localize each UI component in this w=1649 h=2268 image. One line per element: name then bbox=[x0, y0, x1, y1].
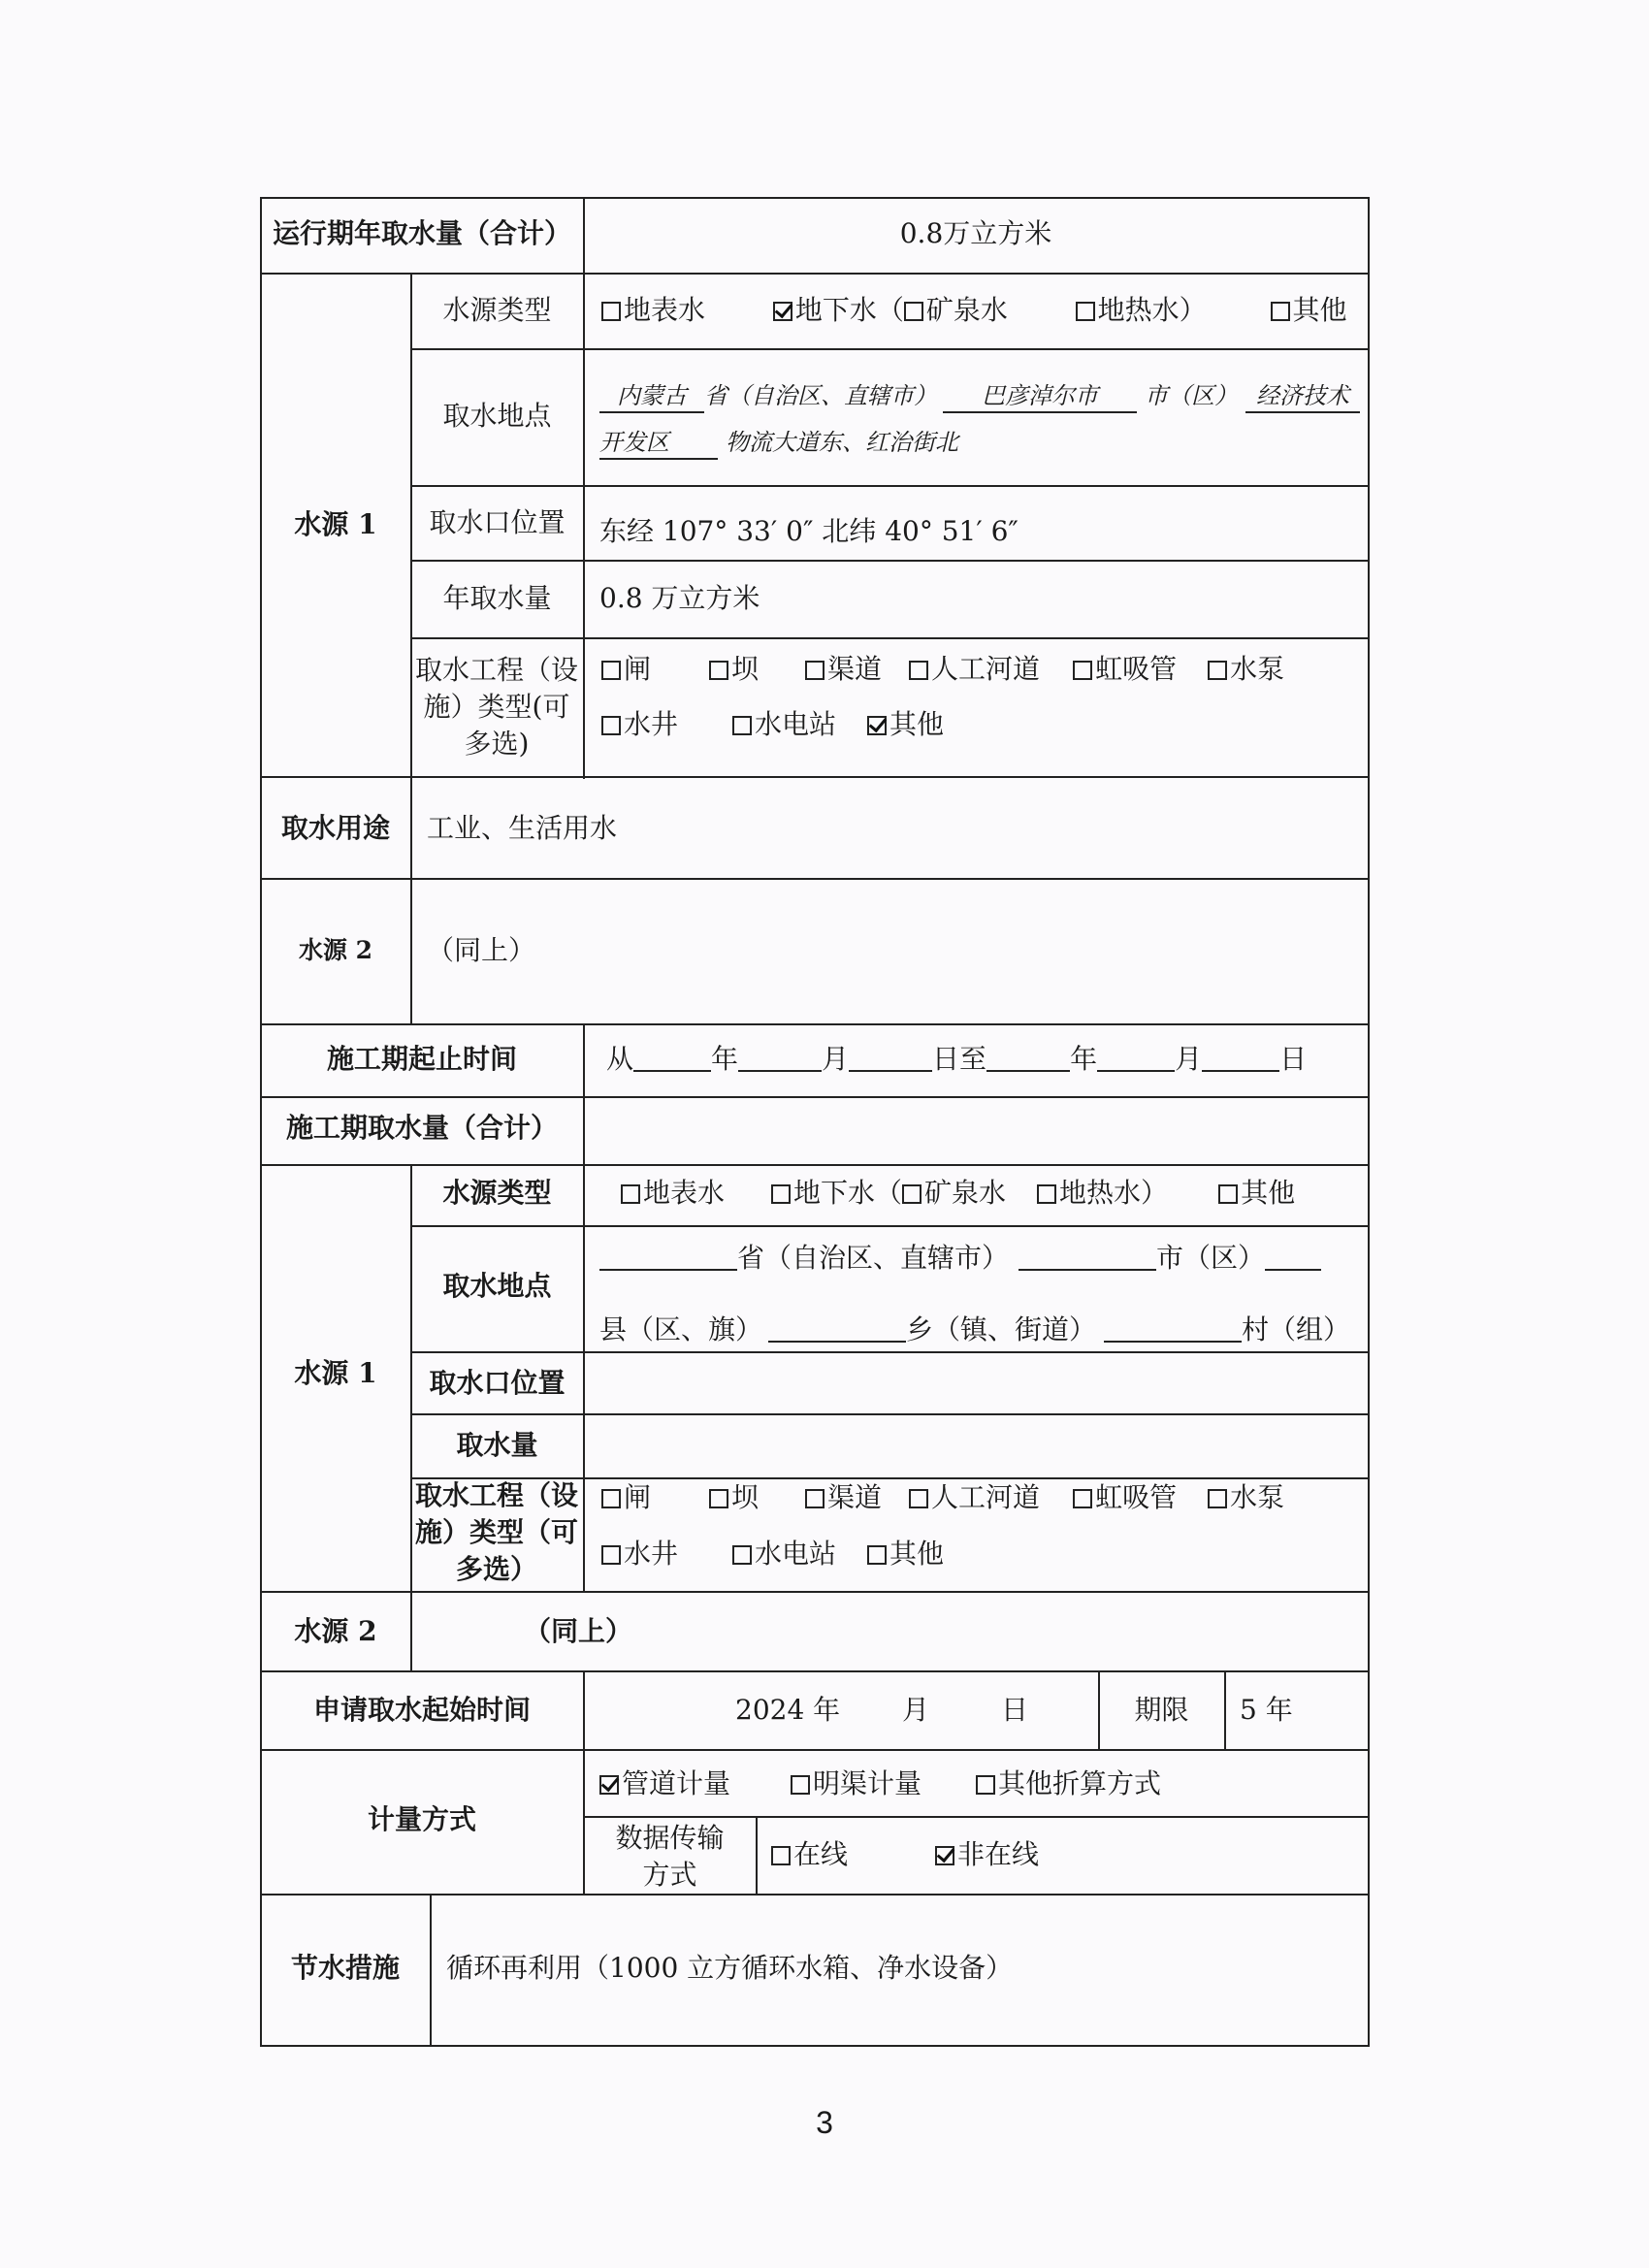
checkbox-icon bbox=[1073, 1489, 1092, 1508]
checkbox-icon bbox=[601, 302, 621, 321]
checkbox-icon bbox=[1271, 302, 1290, 321]
op-engineering-label: 取水工程（设 施）类型(可 多选) bbox=[414, 654, 578, 760]
con-eng-artificial-river[interactable]: 人工河道 bbox=[909, 1481, 1040, 1513]
checkbox-icon bbox=[1208, 1489, 1227, 1508]
checkbox-icon bbox=[805, 1489, 824, 1508]
saving-value: 循环再利用（1000 立方循环水箱、净水设备） bbox=[446, 1952, 1014, 1984]
checkbox-icon bbox=[732, 1545, 752, 1565]
saving-label: 节水措施 bbox=[290, 1952, 400, 1984]
op-eng-canal[interactable]: 渠道 bbox=[805, 653, 882, 685]
checkbox-icon bbox=[867, 1545, 887, 1565]
checkbox-icon bbox=[601, 1545, 621, 1565]
con-type-geothermal[interactable]: 地热水） bbox=[1037, 1177, 1168, 1209]
op-qty-value: 0.8 万立方米 bbox=[599, 582, 760, 614]
op-type-mineral[interactable]: 矿泉水 bbox=[904, 294, 1008, 326]
metering-other[interactable]: 其他折算方式 bbox=[976, 1767, 1161, 1799]
metering-trans-label: 数据传输 方式 bbox=[615, 1822, 725, 1891]
checkbox-icon bbox=[771, 1846, 791, 1865]
op-city-suffix: 市（区） bbox=[1145, 382, 1238, 409]
con-type-options bbox=[621, 1176, 1295, 1211]
op-eng-other[interactable]: 其他 bbox=[867, 708, 944, 740]
checkbox-icon bbox=[709, 1489, 728, 1508]
checkbox-icon bbox=[805, 661, 824, 680]
op-province-value: 内蒙古 bbox=[599, 381, 704, 413]
op-use-label: 取水用途 bbox=[280, 812, 390, 844]
op-eng-hydropower[interactable]: 水电站 bbox=[732, 708, 836, 740]
checkbox-icon bbox=[976, 1775, 995, 1795]
con-source2-label: 水源 2 bbox=[294, 1615, 377, 1647]
checkbox-icon bbox=[1208, 661, 1227, 680]
checkbox-icon bbox=[1076, 302, 1095, 321]
op-eng-well[interactable]: 水井 bbox=[601, 708, 678, 740]
checkbox-icon bbox=[621, 1184, 640, 1204]
op-location-label: 取水地点 bbox=[442, 400, 552, 432]
op-eng-gate[interactable]: 闸 bbox=[601, 653, 651, 685]
op-district-value-a: 经济技术 bbox=[1245, 381, 1360, 413]
con-engineering-row1 bbox=[601, 1480, 1284, 1515]
con-total-label: 施工期取水量（合计） bbox=[285, 1112, 558, 1144]
con-eng-canal[interactable]: 渠道 bbox=[805, 1481, 882, 1513]
op-engineering-row2 bbox=[601, 707, 944, 742]
op-type-ground[interactable]: 地下水（ bbox=[773, 294, 904, 326]
op-district-value-b: 开发区 bbox=[599, 428, 718, 460]
checkbox-checked-icon bbox=[867, 716, 887, 735]
op-engineering-row1 bbox=[601, 652, 1284, 687]
metering-options bbox=[599, 1766, 1161, 1801]
metering-pipe[interactable]: 管道计量 bbox=[599, 1767, 730, 1799]
con-eng-dam[interactable]: 坝 bbox=[709, 1481, 759, 1513]
con-period-value: 从 年 月 日至 年 月 日 bbox=[606, 1043, 1308, 1075]
metering-trans-offline[interactable]: 非在线 bbox=[935, 1838, 1039, 1870]
con-eng-other[interactable]: 其他 bbox=[867, 1538, 944, 1570]
op-source1-label: 水源 1 bbox=[294, 508, 377, 540]
op-type-label: 水源类型 bbox=[442, 294, 552, 326]
checkbox-icon bbox=[791, 1775, 810, 1795]
checkbox-icon bbox=[709, 661, 728, 680]
con-eng-well[interactable]: 水井 bbox=[601, 1538, 678, 1570]
con-location-line2: 县（区、旗） 乡（镇、街道） 村（组） bbox=[599, 1313, 1351, 1345]
op-annual-value: 0.8万立方米 bbox=[899, 217, 1052, 249]
con-type-other[interactable]: 其他 bbox=[1218, 1177, 1295, 1209]
op-city-value: 巴彦淖尔市 bbox=[943, 381, 1137, 413]
con-eng-pump[interactable]: 水泵 bbox=[1208, 1481, 1284, 1513]
metering-trans-options bbox=[771, 1837, 1039, 1872]
checkbox-icon bbox=[909, 661, 928, 680]
con-source2-value: （同上） bbox=[524, 1615, 633, 1647]
op-type-options bbox=[601, 293, 1347, 328]
op-use-value: 工业、生活用水 bbox=[427, 812, 618, 844]
checkbox-icon bbox=[1073, 661, 1092, 680]
op-eng-dam[interactable]: 坝 bbox=[709, 653, 759, 685]
con-type-surface[interactable]: 地表水 bbox=[621, 1177, 725, 1209]
op-qty-label: 年取水量 bbox=[442, 582, 552, 614]
metering-label: 计量方式 bbox=[367, 1803, 476, 1835]
op-type-other[interactable]: 其他 bbox=[1271, 294, 1347, 326]
checkbox-icon bbox=[1037, 1184, 1056, 1204]
checkbox-icon bbox=[601, 1489, 621, 1508]
con-location-line1: 省（自治区、直辖市） 市（区） bbox=[599, 1241, 1321, 1276]
op-type-geothermal[interactable]: 地热水） bbox=[1076, 294, 1207, 326]
op-outlet-value: 东经 107° 33′ 0″ 北纬 40° 51′ 6″ bbox=[599, 515, 1018, 547]
op-eng-siphon[interactable]: 虹吸管 bbox=[1073, 653, 1177, 685]
con-period-label: 施工期起止时间 bbox=[326, 1043, 517, 1075]
checkbox-icon bbox=[601, 716, 621, 735]
con-engineering-label: 取水工程（设 施）类型（可 多选） bbox=[414, 1479, 578, 1585]
checkbox-icon bbox=[904, 302, 923, 321]
op-street-value: 物流大道东、红治街北 bbox=[726, 429, 958, 456]
checkbox-icon bbox=[771, 1184, 791, 1204]
checkbox-checked-icon bbox=[599, 1775, 619, 1795]
con-eng-hydropower[interactable]: 水电站 bbox=[732, 1538, 836, 1570]
checkbox-icon bbox=[601, 661, 621, 680]
apply-term-label: 期限 bbox=[1134, 1694, 1189, 1726]
op-eng-artificial-river[interactable]: 人工河道 bbox=[909, 653, 1040, 685]
metering-open-channel[interactable]: 明渠计量 bbox=[791, 1767, 922, 1799]
metering-trans-online[interactable]: 在线 bbox=[771, 1838, 848, 1870]
checkbox-icon bbox=[909, 1489, 928, 1508]
con-eng-siphon[interactable]: 虹吸管 bbox=[1073, 1481, 1177, 1513]
con-type-label: 水源类型 bbox=[442, 1177, 552, 1209]
checkbox-icon bbox=[902, 1184, 922, 1204]
op-eng-pump[interactable]: 水泵 bbox=[1208, 653, 1284, 685]
con-qty-label: 取水量 bbox=[456, 1429, 538, 1461]
apply-start-year: 2024 年 bbox=[735, 1694, 841, 1726]
op-location-line2 bbox=[599, 428, 958, 460]
con-type-mineral[interactable]: 矿泉水 bbox=[902, 1177, 1006, 1209]
op-province-suffix: 省（自治区、直辖市） bbox=[704, 382, 937, 409]
con-location-label: 取水地点 bbox=[442, 1270, 552, 1302]
apply-start-day: 日 bbox=[1001, 1694, 1029, 1726]
op-type-surface[interactable]: 地表水 bbox=[601, 294, 705, 326]
apply-start-label: 申请取水起始时间 bbox=[312, 1694, 531, 1726]
checkbox-checked-icon bbox=[935, 1846, 954, 1865]
checkbox-icon bbox=[1218, 1184, 1238, 1204]
checkbox-checked-icon bbox=[773, 302, 792, 321]
checkbox-icon bbox=[732, 716, 752, 735]
con-engineering-row2 bbox=[601, 1537, 944, 1571]
page-number: 3 bbox=[816, 2105, 833, 2140]
op-outlet-label: 取水口位置 bbox=[429, 506, 566, 538]
op-location-line1 bbox=[599, 381, 1360, 413]
con-outlet-label: 取水口位置 bbox=[429, 1367, 566, 1399]
op-source2-value: （同上） bbox=[427, 934, 536, 966]
con-eng-gate[interactable]: 闸 bbox=[601, 1481, 651, 1513]
con-source1-label: 水源 1 bbox=[294, 1357, 377, 1389]
op-annual-label: 运行期年取水量（合计） bbox=[272, 217, 571, 249]
op-source2-label: 水源 2 bbox=[298, 936, 373, 964]
apply-term-value: 5 年 bbox=[1240, 1694, 1293, 1726]
con-type-ground[interactable]: 地下水（ bbox=[771, 1177, 902, 1209]
apply-start-month: 月 bbox=[902, 1694, 930, 1726]
